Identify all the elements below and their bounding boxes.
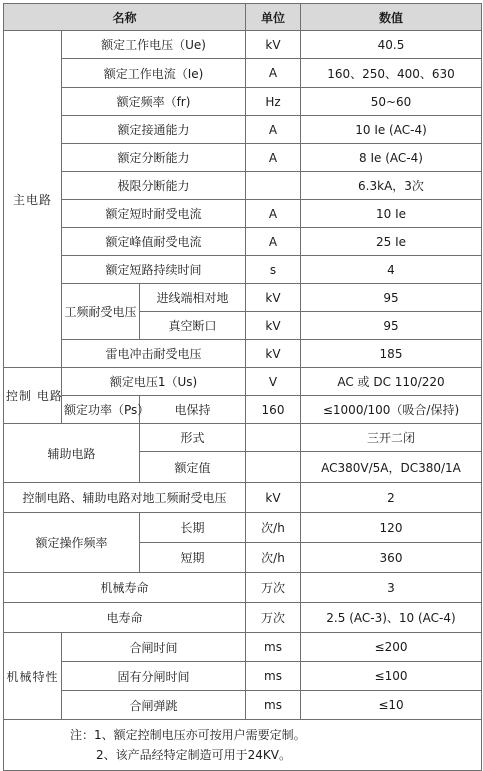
table-row [4, 116, 482, 144]
table-row [4, 284, 482, 312]
group-mechanical: 机械特性 [4, 633, 62, 720]
row-name: 额定短路持续时间 [62, 256, 246, 284]
row-unit: 次/h [246, 513, 301, 543]
row-unit: 次/h [246, 543, 301, 573]
row-name: 额定接通能力 [62, 116, 246, 144]
row-unit: ms [246, 662, 301, 691]
row-value: 40.5 [301, 31, 482, 59]
row-name: 固有分闸时间 [62, 662, 246, 691]
row-unit [246, 452, 301, 483]
table-row [4, 340, 482, 368]
header-unit: 单位 [246, 4, 301, 31]
row-name: 控制电路、辅助电路对地工频耐受电压 [4, 483, 246, 513]
row-value: 8 Ie (AC-4) [301, 144, 482, 172]
notes-cell [4, 720, 482, 771]
row-unit [246, 172, 301, 200]
row-value: 120 [301, 513, 482, 543]
row-name: 极限分断能力 [62, 172, 246, 200]
group-main-circuit: 主电路 [4, 31, 62, 368]
table-row [4, 172, 482, 200]
row-value: ≤10 [301, 691, 482, 720]
row-name: 额定工作电流（Ie) [62, 59, 246, 88]
row-unit: kV [246, 340, 301, 368]
table-row [4, 31, 482, 59]
row-unit: A [246, 116, 301, 144]
row-value: 95 [301, 284, 482, 312]
spec-table [3, 3, 482, 771]
row-unit: kV [246, 483, 301, 513]
subgroup-power-freq: 工频耐受电压 [62, 284, 140, 340]
row-value: 50~60 [301, 88, 482, 116]
row-value: 2 [301, 483, 482, 513]
row-unit [246, 424, 301, 452]
row-name: 额定工作电压（Ue) [62, 31, 246, 59]
row-value: 25 Ie [301, 228, 482, 256]
row-unit: kV [246, 312, 301, 340]
table-row [4, 483, 482, 513]
row-name: 额定值 [140, 452, 246, 483]
row-unit: V [246, 368, 301, 396]
header-row [4, 4, 482, 31]
row-unit: ms [246, 633, 301, 662]
table-row [4, 59, 482, 88]
row-value: AC380V/5A，DC380/1A [301, 452, 482, 483]
row-unit: A [246, 59, 301, 88]
row-unit: A [246, 144, 301, 172]
row-unit: 万次 [246, 573, 301, 603]
table-row [4, 603, 482, 633]
table-row [4, 396, 482, 424]
row-value: 三开二闭 [301, 424, 482, 452]
row-value: 3 [301, 573, 482, 603]
table-row [4, 573, 482, 603]
row-value: ≤1000/100（吸合/保持) [301, 396, 482, 424]
row-value: 160、250、400、630 [301, 59, 482, 88]
table-row [4, 513, 482, 543]
header-value: 数值 [301, 4, 482, 31]
header-name: 名称 [4, 4, 246, 31]
row-value: 2.5 (AC-3)、10 (AC-4) [301, 603, 482, 633]
row-value: ≤200 [301, 633, 482, 662]
row-unit: A [246, 228, 301, 256]
row-unit: kV [246, 31, 301, 59]
table-row [4, 144, 482, 172]
row-unit: A [246, 200, 301, 228]
row-name: 合闸弹跳 [62, 691, 246, 720]
row-value: 6.3kA，3次 [301, 172, 482, 200]
table-row [4, 228, 482, 256]
row-name: 真空断口 [140, 312, 246, 340]
table-row [4, 256, 482, 284]
row-name: 雷电冲击耐受电压 [62, 340, 246, 368]
table-row [4, 691, 482, 720]
row-value: 95 [301, 312, 482, 340]
row-name: 进线端相对地 [140, 284, 246, 312]
row-name: 合闸时间 [62, 633, 246, 662]
table-row [4, 368, 482, 396]
row-name: 额定分断能力 [62, 144, 246, 172]
row-name: 电寿命 [4, 603, 246, 633]
row-name: 额定峰值耐受电流 [62, 228, 246, 256]
row-name: 额定频率（fr) [62, 88, 246, 116]
row-value: 185 [301, 340, 482, 368]
table-row [4, 633, 482, 662]
group-control-circuit: 控制 电路 [4, 368, 62, 424]
row-name: 形式 [140, 424, 246, 452]
row-unit: Hz [246, 88, 301, 116]
row-unit: ms [246, 691, 301, 720]
table-row [4, 88, 482, 116]
row-name: 短期 [140, 543, 246, 573]
row-value: AC 或 DC 110/220 [301, 368, 482, 396]
group-aux-circuit: 辅助电路 [4, 424, 140, 483]
table-row [4, 424, 482, 452]
row-value: 4 [301, 256, 482, 284]
note-line-1: 注：1、额定控制电压亦可按用户需要定制。 [70, 728, 306, 742]
row-unit: 160 [246, 396, 301, 424]
row-value: ≤100 [301, 662, 482, 691]
notes-row [4, 720, 482, 771]
group-operating-frequency: 额定操作频率 [4, 513, 140, 573]
row-name: 电保持 [140, 396, 246, 424]
table-row [4, 200, 482, 228]
row-unit: 万次 [246, 603, 301, 633]
row-value: 360 [301, 543, 482, 573]
row-value: 10 Ie (AC-4) [301, 116, 482, 144]
row-name: 额定短时耐受电流 [62, 200, 246, 228]
row-name: 机械寿命 [4, 573, 246, 603]
row-unit: kV [246, 284, 301, 312]
row-name: 额定电压1（Us) [62, 368, 246, 396]
row-unit: s [246, 256, 301, 284]
row-name: 长期 [140, 513, 246, 543]
note-line-2: 2、该产品经特定制造可用于24KV。 [96, 748, 291, 762]
table-row [4, 662, 482, 691]
subgroup-coil-power: 额定功率（Ps） [62, 396, 140, 424]
row-value: 10 Ie [301, 200, 482, 228]
